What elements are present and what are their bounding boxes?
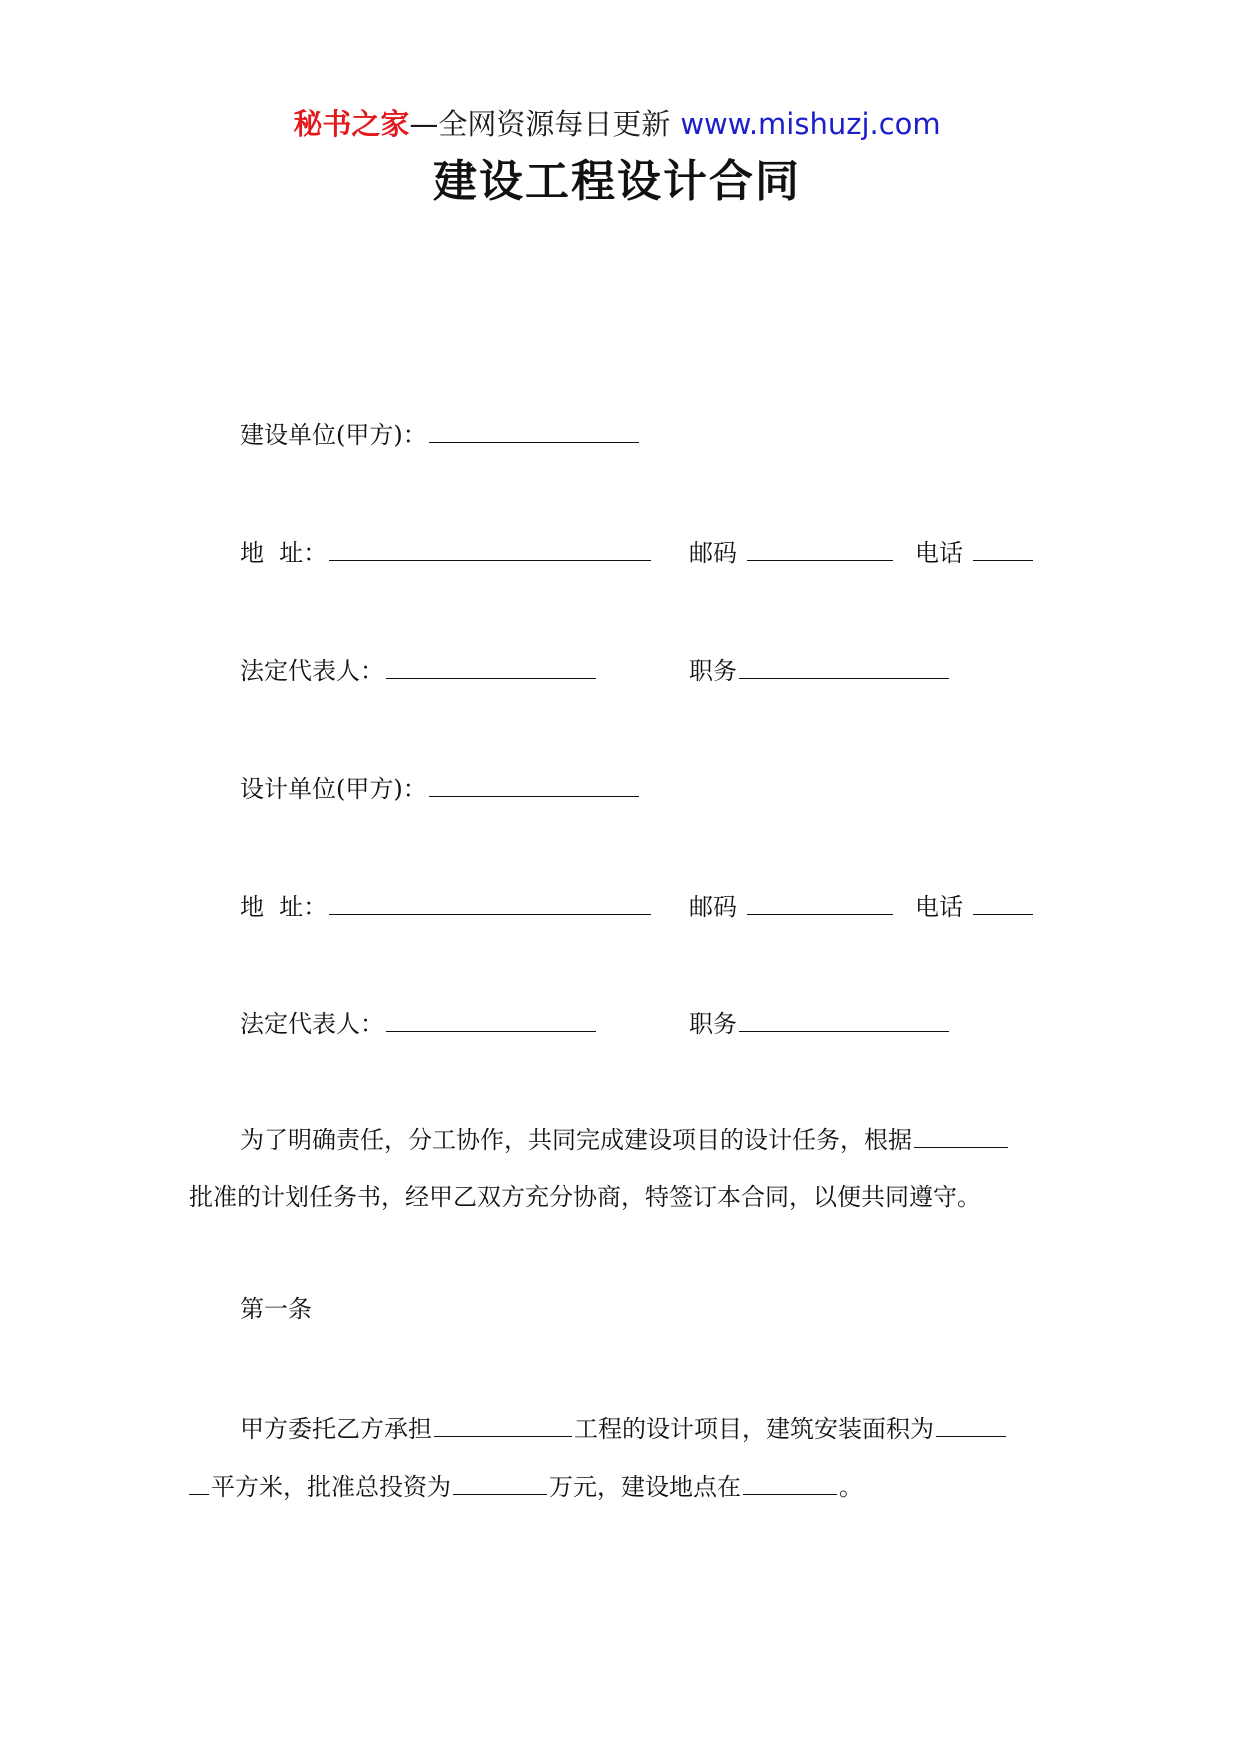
article-1-text-a: 甲方委托乙方承担 — [240, 1415, 432, 1443]
party-a-unit-line — [240, 416, 641, 452]
approving-authority-blank[interactable] — [914, 1121, 1008, 1148]
party-b-phone-line — [915, 888, 1035, 924]
party-a-postcode-blank[interactable] — [747, 534, 893, 561]
party-a-phone-label: 电话 — [915, 539, 963, 567]
party-b-unit-line — [240, 770, 641, 806]
article-1-heading — [240, 1292, 312, 1326]
party-a-address-blank[interactable] — [329, 534, 651, 561]
article-1-text-end: 。 — [839, 1473, 863, 1501]
document-title: 建设工程设计合同 — [433, 156, 801, 207]
brand-name: 秘书之家 — [293, 107, 410, 141]
party-b-rep-label: 法定代表人： — [240, 1010, 384, 1038]
party-b-unit-blank[interactable] — [429, 770, 639, 797]
party-b-unit-label: 设计单位(甲方)： — [240, 775, 427, 803]
party-b-phone-label: 电话 — [915, 893, 963, 921]
site-url[interactable]: www.mishuzj.com — [680, 107, 941, 141]
party-a-rep-blank[interactable] — [386, 652, 596, 679]
party-a-position-line — [689, 652, 951, 688]
party-b-postcode-label: 邮码 — [689, 893, 737, 921]
party-b-position-blank[interactable] — [739, 1005, 949, 1032]
preamble-text-2: 批准的计划任务书，经甲乙双方充分协商，特签订本合同，以便共同遵守。 — [189, 1183, 981, 1211]
article-1-heading-text: 第一条 — [240, 1295, 312, 1323]
party-b-address-label: 地 址： — [240, 893, 328, 921]
party-b-postcode-blank[interactable] — [747, 888, 893, 915]
preamble-line-2 — [189, 1180, 981, 1214]
party-a-postcode-label: 邮码 — [689, 539, 737, 567]
building-area-blank-1[interactable] — [936, 1410, 1006, 1437]
party-a-position-blank[interactable] — [739, 652, 949, 679]
party-a-position-label: 职务 — [689, 657, 737, 685]
party-a-rep-label: 法定代表人： — [240, 657, 384, 685]
brand-slogan: —全网资源每日更新 — [409, 107, 671, 141]
article-1-line-2 — [189, 1468, 863, 1504]
party-b-rep-blank[interactable] — [386, 1005, 596, 1032]
party-b-position-label: 职务 — [689, 1010, 737, 1038]
preamble-line-1 — [240, 1121, 1010, 1157]
construction-site-blank[interactable] — [743, 1468, 837, 1495]
party-b-position-line — [689, 1005, 951, 1041]
total-investment-blank[interactable] — [453, 1468, 547, 1495]
party-a-unit-blank[interactable] — [429, 416, 639, 443]
party-b-address-line — [240, 888, 653, 924]
article-1-text-b: 工程的设计项目，建筑安装面积为 — [574, 1415, 934, 1443]
party-a-phone-blank[interactable] — [973, 534, 1033, 561]
party-b-address-blank[interactable] — [329, 888, 651, 915]
article-1-text-c: 平方米，批准总投资为 — [211, 1473, 451, 1501]
article-1-line-1 — [240, 1410, 1008, 1446]
preamble-text-1: 为了明确责任，分工协作，共同完成建设项目的设计任务，根据 — [240, 1126, 912, 1154]
building-area-blank-2[interactable] — [189, 1468, 209, 1495]
party-b-postcode-line — [689, 888, 895, 924]
party-b-rep-line — [240, 1005, 598, 1041]
party-a-phone-line — [915, 534, 1035, 570]
site-banner — [0, 104, 1234, 144]
party-b-phone-blank[interactable] — [973, 888, 1033, 915]
party-a-unit-label: 建设单位(甲方)： — [240, 421, 427, 449]
article-1-text-d: 万元，建设地点在 — [549, 1473, 741, 1501]
party-a-rep-line — [240, 652, 598, 688]
party-a-address-line — [240, 534, 653, 570]
project-name-blank[interactable] — [434, 1410, 572, 1437]
party-a-address-label: 地 址： — [240, 539, 328, 567]
party-a-postcode-line — [689, 534, 895, 570]
